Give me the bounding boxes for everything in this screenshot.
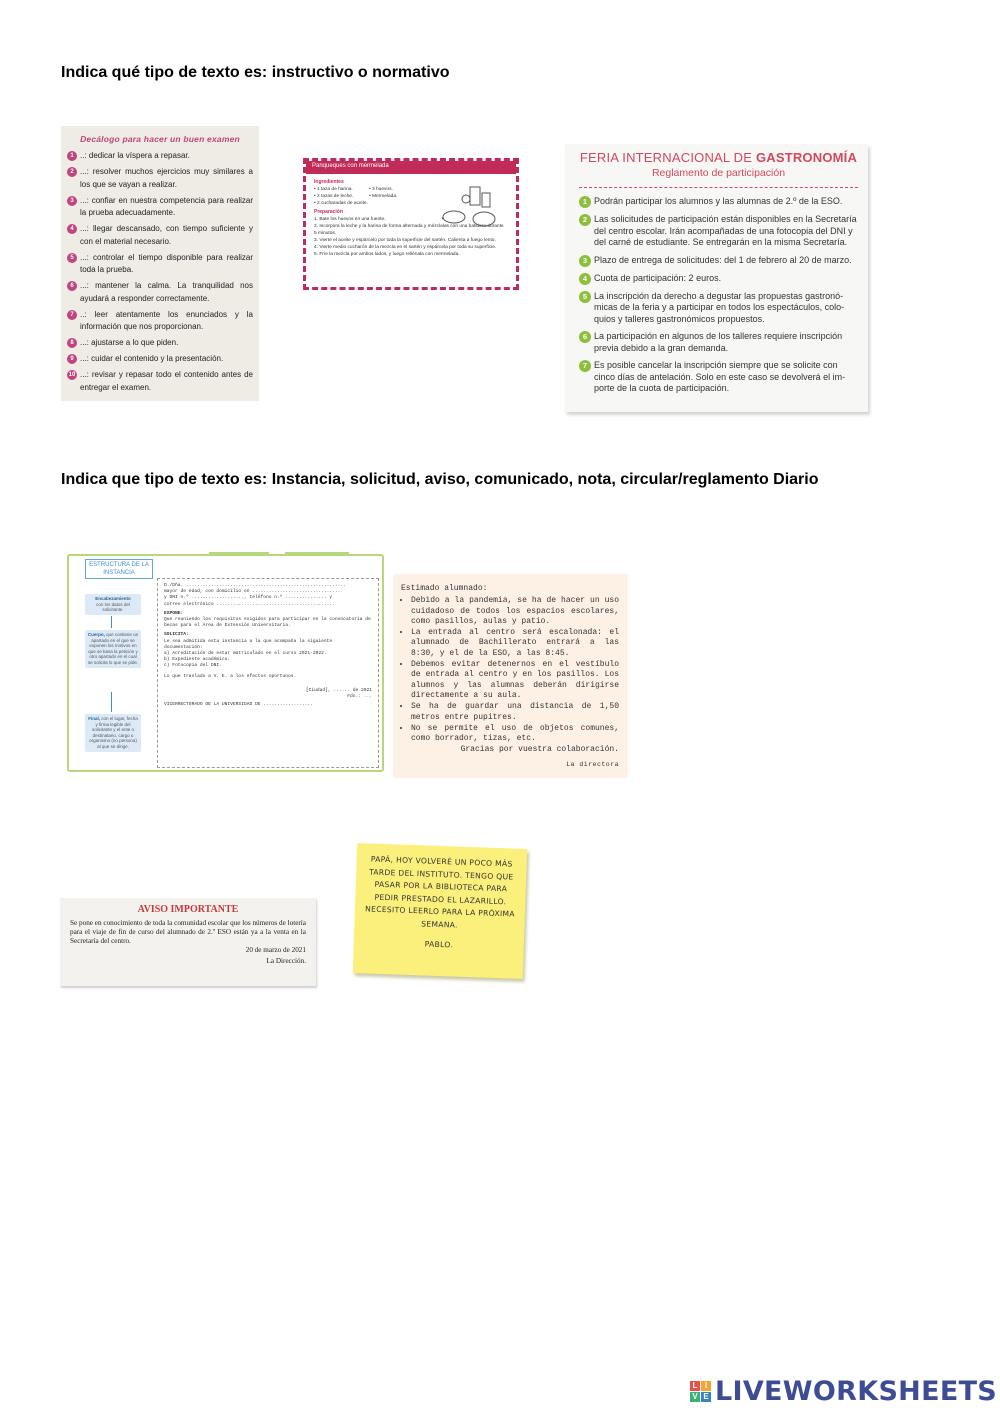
form-line: correo electrónico ........................................... — [164, 601, 335, 607]
solicita-text: Le sea admitida esta instancia a la que acompaña la siguiente documentación: — [164, 638, 333, 650]
decalogo-item — [67, 369, 253, 394]
form-line: D./Dña. .......................................................... — [164, 583, 346, 588]
form-line: y DNI n.º ..................., teléfono n.º ............... y — [164, 595, 333, 601]
number-badge: 4 — [579, 273, 591, 285]
feria-item-text: Es posible cancelar la inscripción siempre que se solicite con cinco días de antelación. Solo en este caso se devolverá el im-porte de la cuota de participación. — [594, 360, 846, 393]
number-badge: 8 — [67, 338, 77, 348]
logo-mark-letter: V — [690, 1392, 700, 1402]
feria-item-text: Cuota de participación: 2 euros. — [594, 272, 722, 283]
place-date: [Ciudad], ...... de 2021 — [305, 687, 372, 693]
decalogo-item — [67, 353, 253, 366]
comunicado-signature: La directora — [566, 760, 619, 768]
decalogo-item-text: ...: revisar y repasar todo el contenido antes de entregar el examen. — [80, 370, 253, 392]
feria-divider — [579, 187, 858, 188]
comunicado-item: • Se ha de guardar una distancia de 1,50 metros entre pupitres. — [411, 702, 619, 723]
decalogo-item — [67, 166, 253, 191]
decalogo-item-text: ...: cuidar el contenido y la presentación. — [80, 354, 224, 363]
feria-card — [565, 144, 868, 412]
decalogo-item — [67, 309, 253, 334]
feria-item — [579, 291, 858, 326]
comunicado-thanks: Gracias por vuestra colaboración. — [460, 745, 619, 755]
paso-item: 2. Incorpora la leche y la harina de forma alternada y mézclalas con una batidora durante 5 minutos. — [314, 224, 504, 236]
ingredientes-label: Ingredientes — [314, 179, 344, 185]
number-badge: 5 — [579, 291, 591, 303]
receta-title: Panqueques con mermelada — [306, 161, 516, 174]
signature: Fdo.: ... — [347, 694, 372, 700]
arrow-icon — [111, 616, 112, 628]
logo-mark-icon — [690, 1381, 711, 1402]
paso-item: 5. Fríe la mezcla por ambos lados, y luego rellénala con mermelada. — [314, 252, 460, 257]
kitchen-illustration-icon — [442, 183, 502, 233]
comunicado-list — [401, 596, 619, 744]
logo-mark-letter: L — [690, 1381, 700, 1391]
decalogo-item — [67, 280, 253, 305]
doc-item: c) Fotocopia del DNI. — [164, 663, 222, 669]
logo-wordmark: LIVEWORKSHEETS — [715, 1376, 998, 1407]
number-badge: 1 — [67, 151, 77, 161]
tab-decoration — [209, 552, 269, 555]
aviso-card — [60, 898, 316, 986]
feria-item — [579, 214, 858, 249]
decalogo-item — [67, 252, 253, 277]
comunicado-item: • Debido a la pandemia, se ha de hacer un uso cuidadoso de todos los espacios escolares, como pasillos, aulas y patio. — [411, 596, 619, 627]
feria-list — [579, 196, 858, 395]
number-badge: 2 — [67, 167, 77, 177]
closing-text: Lo que traslado a V. E. a los efectos oportunos. — [164, 673, 297, 679]
feria-item-text: Plazo de entrega de solicitudes: del 1 de febrero al 20 de marzo. — [594, 254, 852, 265]
ingrediente-item: • Mermelada. — [369, 194, 398, 199]
feria-item-text: La participación en algunos de los talleres requiere inscripción previa debido a la gran demanda. — [594, 331, 843, 353]
preparacion-label: Preparación — [314, 209, 343, 215]
expone-text: Que reuniendo los requisitos exigidos para participar en la convocatoria de becas para el Área de Extensión Universitaria. — [164, 617, 371, 629]
arrow-icon — [111, 692, 112, 712]
number-badge: 3 — [579, 255, 591, 267]
feria-item — [579, 196, 858, 208]
instancia-card — [67, 554, 384, 772]
logo-mark-letter: I — [701, 1381, 711, 1391]
number-badge: 7 — [579, 360, 591, 372]
feria-item-text: Las solicitudes de participación están disponibles en la Secretaría del centro escolar. Irán acompañadas de una fotocopia del DNI y del carné de estudiante. Se entregarán en la misma Secretaría. — [594, 214, 857, 247]
tab-decoration — [285, 552, 349, 555]
paso-item: 1. Bate los huevos en una fuente. — [314, 217, 386, 222]
heading-tipo-texto: Indica que tipo de texto es: Instancia, solicitud, aviso, comunicado, nota, circular/reglamento Diario — [61, 471, 819, 488]
aviso-text: Se pone en conocimiento de toda la comunidad escolar que los números de lotería para el viaje de fin de curso del alumnado de 2.º ESO están ya a la venta en la Secretaría del centro. — [70, 919, 306, 945]
nota-sticky — [353, 843, 527, 979]
liveworksheets-logo — [690, 1376, 997, 1407]
paso-item: 4. Vierte medio cucharón de la mezcla en el sartén y espárcela por toda su superficie. — [314, 245, 497, 250]
number-badge: 10 — [68, 372, 76, 378]
expone-label: EXPONE: — [164, 610, 184, 616]
aviso-date: 20 de marzo de 2021 — [245, 946, 306, 955]
number-badge: 3 — [67, 196, 77, 206]
number-badge: 7 — [67, 310, 77, 320]
doc-item: b) Expediente académico. — [164, 657, 231, 663]
number-badge: 6 — [579, 331, 591, 343]
instancia-badge: ESTRUCTURA DE LA INSTANCIA — [85, 559, 153, 579]
decalogo-item-text: ...: llegar descansado, con tiempo suficiente y con el material necesario. — [80, 224, 253, 246]
nota-signature: PABLO. — [424, 939, 454, 950]
side-box-cuerpo: Cuerpo, que contiene un apartado en el que se exponen los motivos en que se basa la petición y otro apartado en el cual se solicita lo que se pide. — [85, 630, 141, 668]
ingredientes-col1 — [314, 186, 369, 207]
feria-item-text: La inscripción da derecho a degustar las propuestas gastronó-micas de la feria y a participar en todos los espectáculos, colo-quios y talleres gastronómicos propuestos. — [594, 290, 845, 324]
feria-item — [579, 360, 858, 395]
side-box-encabezamiento: Encabezamiento con los datos del solicitante. — [85, 594, 141, 615]
feria-item — [579, 331, 858, 354]
feria-subtitle: Reglamento de participación — [651, 167, 786, 179]
decalogo-title: Decálogo para hacer un buen examen — [80, 134, 240, 144]
paso-item: 3. Vierte el aceite y espárcelo por toda la superficie del sartén. Calienta a fuego lento. — [314, 238, 496, 243]
ingrediente-item: • 1 taza de harina. — [314, 187, 353, 192]
aviso-title: AVISO IMPORTANTE — [137, 904, 239, 915]
ingrediente-item: • 3 huevos. — [369, 187, 393, 192]
decalogo-item — [67, 337, 253, 350]
solicita-label: SOLICITA: — [164, 632, 189, 638]
decalogo-item-text: ...: mantener la calma. La tranquilidad nos ayudará a responder correctamente. — [80, 281, 253, 303]
decalogo-card — [61, 126, 259, 401]
feria-item — [579, 273, 858, 285]
feria-title: FERIA INTERNACIONAL DE GASTRONOMÍA — [579, 150, 858, 165]
decalogo-list — [67, 150, 253, 394]
decalogo-item-text: ..: dedicar la víspera a repasar. — [80, 151, 190, 160]
comunicado-item: • No se permite el uso de objetos comunes, como borrador, tizas, etc. — [411, 724, 619, 745]
decalogo-item — [67, 195, 253, 220]
number-badge: 4 — [67, 224, 77, 234]
comunicado-item: • La entrada al centro será escalonada: el alumnado de Bachillerato entrará a las 8:30, y el de la ESO, a las 8:45. — [411, 628, 619, 659]
decalogo-item-text: ...: controlar el tiempo disponible para realizar toda la prueba. — [80, 252, 253, 274]
comunicado-item: • Debemos evitar detenernos en el vestíbulo de entrada al centro y en los pasillos. Los alumnos y las alumnas deberán dirigirse directamente a su aula. — [411, 660, 619, 701]
number-badge: 6 — [67, 281, 77, 291]
form-line: mayor de edad, con domicilio en ................................ — [164, 589, 341, 595]
nota-text: PAPÁ, HOY VOLVERÉ UN POCO MÁS TARDE DEL INSTITUTO. TENGO QUE PASAR POR LA BIBLIOTECA PARA PEDIR PRESTADO EL LAZARILLO. NECESITO LEERLO PARA LA PRÓXIMA SEMANA. — [364, 854, 516, 930]
number-badge: 1 — [579, 196, 591, 208]
ingrediente-item: • 2 cucharadas de aceite. — [314, 201, 368, 206]
decalogo-item-text: ...: resolver muchos ejercicios muy similares a los que se vayan a realizar. — [80, 167, 253, 189]
instancia-form — [157, 578, 379, 768]
number-badge: 5 — [67, 253, 77, 263]
comunicado-card — [393, 574, 628, 778]
aviso-signature: La Dirección. — [266, 957, 306, 966]
decalogo-item-text: ..: leer atentamente los enunciados y la información que nos proporcionan. — [80, 309, 253, 331]
number-badge: 2 — [579, 214, 591, 226]
comunicado-greeting: Estimado alumnado: — [401, 584, 488, 593]
side-box-final: Final, con el lugar, fecha y firma legible del solicitante y el ente o destinatario, cargo u organismo (no persona) al que se dirige. — [85, 714, 141, 752]
recipient: VICERRECTORADO DE LA UNIVERSIDAD DE .................. — [164, 702, 313, 708]
decalogo-item — [67, 150, 253, 163]
logo-mark-letter: E — [701, 1392, 711, 1402]
decalogo-item — [67, 223, 253, 248]
feria-item-text: Podrán participar los alumnos y las alumnas de 2.º de la ESO. — [594, 196, 843, 206]
ingredientes-col2 — [369, 186, 424, 207]
decalogo-item-text: ...: confiar en nuestra competencia para realizar la prueba adecuadamente. — [80, 195, 253, 217]
decalogo-item-text: ...: ajustarse a lo que piden. — [80, 338, 179, 347]
ingrediente-item: • 2 tazas de leche. — [314, 194, 354, 199]
feria-item — [579, 255, 858, 267]
number-badge: 9 — [67, 354, 77, 364]
receta-card — [303, 158, 519, 290]
doc-item: a) Acreditación de estar matriculado en el curso 2021-2022. — [164, 651, 327, 657]
heading-instructivo-normativo: Indica qué tipo de texto es: instructivo o normativo — [61, 64, 450, 81]
